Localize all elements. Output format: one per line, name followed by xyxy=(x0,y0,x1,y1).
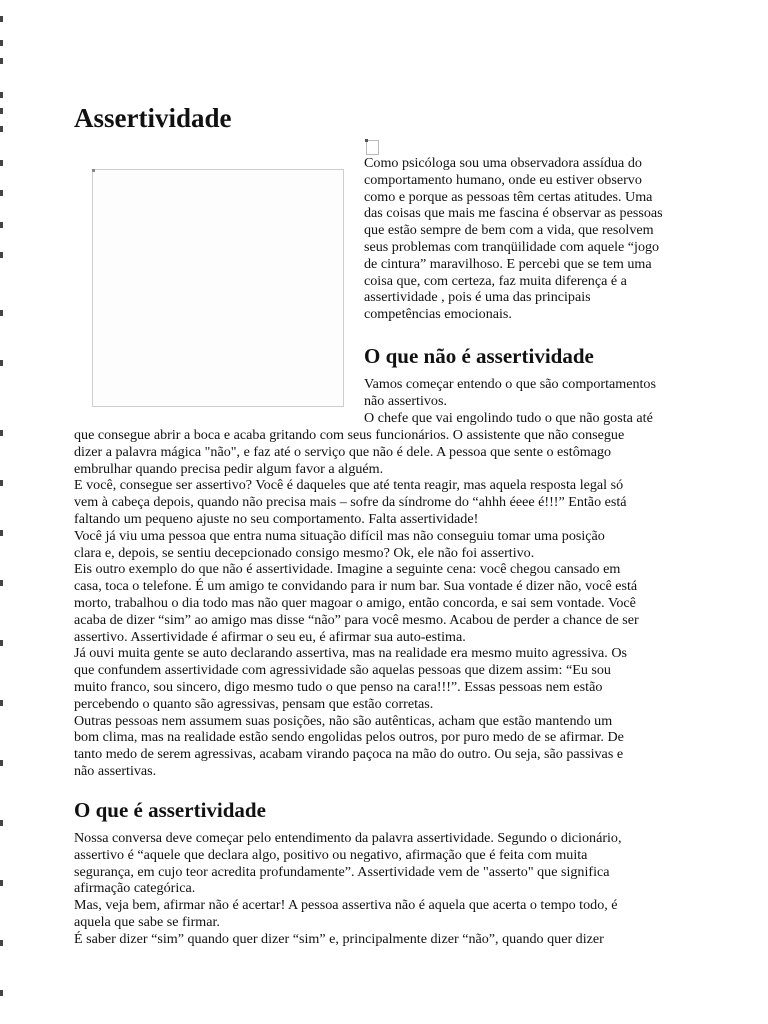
text-line: Eis outro exemplo do que não é assertividade. Imagine a seguinte cena: você chegou cansado em xyxy=(74,561,621,578)
section2-text xyxy=(74,830,704,948)
text-line: que consegue abrir a boca e acaba gritando com seus funcionários. O assistente que não consegue xyxy=(74,427,625,443)
text-line: aquela que sabe se firmar. xyxy=(74,913,220,930)
text-line: bom clima, mas na realidade estão sendo engolidas pelos outros, por puro medo de se afirmar. De xyxy=(74,729,624,746)
text-line: Nossa conversa deve começar pelo entendimento da palavra assertividade. Segundo o dicionário, xyxy=(74,830,622,846)
text-line: seus problemas com tranqüilidade com aquele “jogo xyxy=(364,238,660,255)
text-line: das coisas que mais me fascina é observar as pessoas xyxy=(364,205,663,222)
text-line: não assertivos. xyxy=(364,392,447,409)
text-line: assertividade , pois é uma das principais xyxy=(364,289,591,306)
text-line: comportamento humano, onde eu estiver observo xyxy=(364,171,642,188)
section-heading-not-assertive: O que não é assertividade xyxy=(364,344,594,368)
text-line: como e porque as pessoas têm certas atitudes. Uma xyxy=(364,188,653,205)
text-line: casa, toca o telefone. É um amigo te convidando para ir num bar. Sua vontade é dizer não, você está xyxy=(74,578,638,595)
text-line: coisa que, com certeza, faz muita diferença é a xyxy=(364,272,627,289)
text-line: percebendo o quanto são agressivas, pensam que estão corretas. xyxy=(74,695,434,712)
text-line: Vamos começar entendo o que são comportamentos xyxy=(364,376,656,392)
text-line: vem à cabeça depois, quando não precisa mais – sofre da síndrome do “ahhh éeee é!!!” Então está xyxy=(74,494,627,511)
text-line: segurança, em cujo teor acredita profundamente”. Assertividade vem de "asserto" que significa xyxy=(74,863,610,880)
image-anchor-dot xyxy=(92,169,95,172)
text-line: afirmação categórica. xyxy=(74,880,196,897)
text-line: É saber dizer “sim” quando quer dizer “sim” e, principalmente dizer “não”, quando quer dizer xyxy=(74,930,604,947)
section1-full-text xyxy=(74,427,704,780)
text-line: faltando um pequeno ajuste no seu comportamento. Falta assertividade! xyxy=(74,510,479,527)
text-line: não assertivas. xyxy=(74,762,157,779)
text-line: embrulhar quando precisa pedir algum favor a alguém. xyxy=(74,460,384,477)
image-placeholder xyxy=(92,169,344,407)
text-line: Como psicóloga sou uma observadora assídua do xyxy=(364,155,642,171)
text-line: dizer a palavra mágica "não", e faz até o serviço que não é dele. A pessoa que sente o estômago xyxy=(74,443,612,460)
text-line: E você, consegue ser assertivo? Você é daqueles que até tenta reagir, mas aquela resposta legal só xyxy=(74,477,624,494)
section-heading-assertive: O que é assertividade xyxy=(74,798,266,822)
anchor-dot xyxy=(365,139,368,142)
text-line: assertivo é “aquele que declara algo, positivo ou negativo, afirmação que é feita com muita xyxy=(74,846,588,863)
text-line: competências emocionais. xyxy=(364,306,512,323)
text-line: acaba de dizer “sim” ao amigo mas disse “não” para você mesmo. Acabou de perder a chance de ser xyxy=(74,611,639,628)
anchor-frame xyxy=(366,140,379,155)
text-line: de cintura” maravilhoso. E percebi que se tem uma xyxy=(364,255,652,272)
text-line: muito franco, sou sincero, digo mesmo tudo o que penso na cara!!!”. Essas pessoas nem estão xyxy=(74,678,603,695)
text-line: clara e, depois, se sentiu decepcionado consigo mesmo? Ok, ele não foi assertivo. xyxy=(74,544,535,561)
text-line: O chefe que vai engolindo tudo o que não gosta até xyxy=(364,409,653,426)
intro-paragraph xyxy=(364,155,704,323)
page-edge-marks xyxy=(0,0,6,1024)
page-title: Assertividade xyxy=(74,103,232,133)
text-line: tanto medo de serem agressivas, acabam virando paçoca na mão do outro. Ou seja, são passivas e xyxy=(74,746,624,763)
text-line: morto, trabalhou o dia todo mas não quer magoar o amigo, então concorda, e sai sem vontade. Você xyxy=(74,594,636,611)
text-line: que estão sempre de bem com a vida, que resolvem xyxy=(364,222,654,239)
text-line: Você já viu uma pessoa que entra numa situação difícil mas não conseguiu tomar uma posição xyxy=(74,527,605,544)
text-line: que confundem assertividade com agressividade são aquelas pessoas que dizem assim: “Eu sou xyxy=(74,662,611,679)
section1-side-text xyxy=(364,376,704,426)
text-line: Outras pessoas nem assumem suas posições, não são autênticas, acham que estão mantendo um xyxy=(74,712,613,729)
text-line: assertivo. Assertividade é afirmar o seu eu, é afirmar sua auto-estima. xyxy=(74,628,466,645)
text-line: Já ouvi muita gente se auto declarando assertiva, mas na realidade era mesmo muito agressiva. Os xyxy=(74,645,627,662)
text-line: Mas, veja bem, afirmar não é acertar! A pessoa assertiva não é aquela que acerta o tempo todo, é xyxy=(74,897,618,914)
